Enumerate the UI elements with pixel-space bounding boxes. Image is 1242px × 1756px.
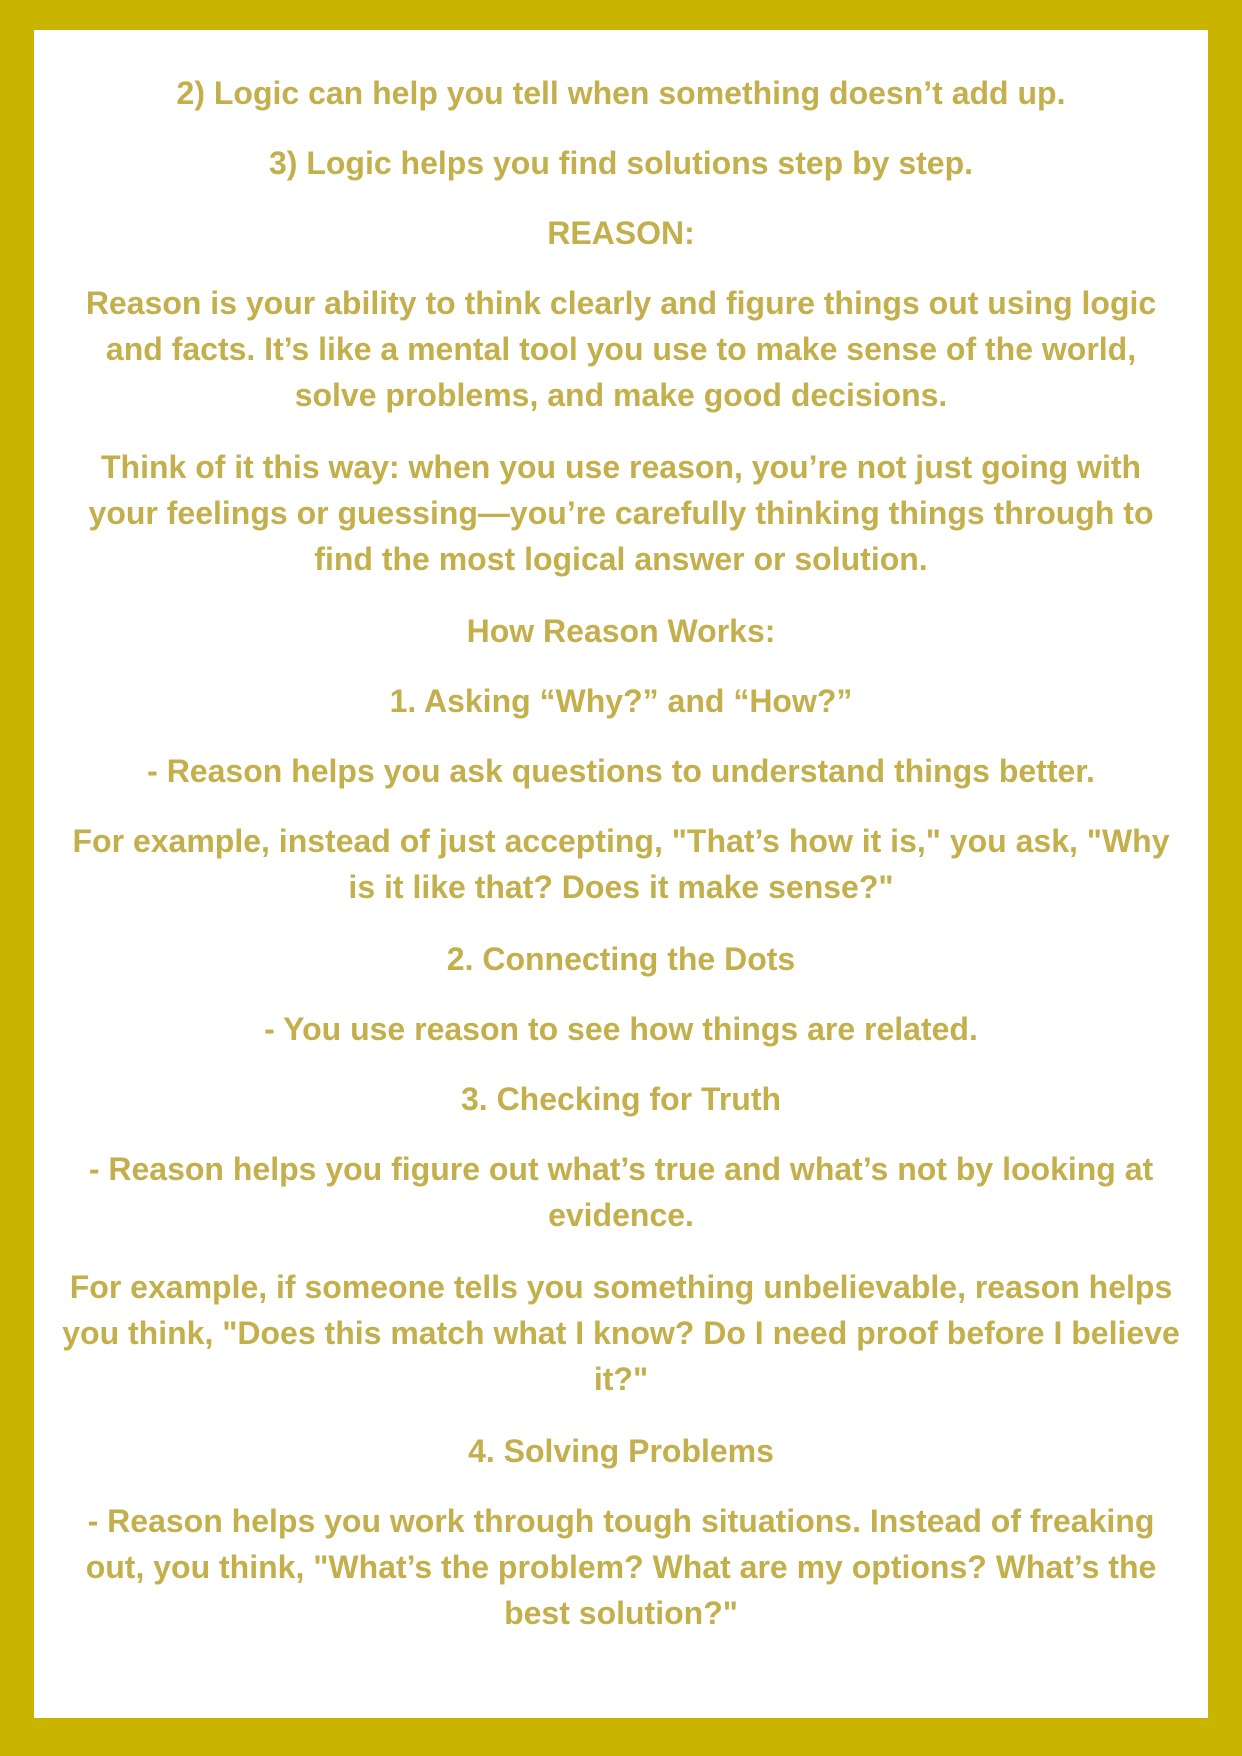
step-heading-truth: 3. Checking for Truth [460, 1081, 782, 1117]
step-heading-connecting: 2. Connecting the Dots [446, 941, 796, 977]
example-truth: For example, if someone tells you something unbelievable, reason helps you think, "Does this match what I know? Do I need proof before I believe it?" [62, 1269, 1180, 1397]
paragraph-reason-definition: Reason is your ability to think clearly and figure things out using logic and facts. It’s like a mental tool you use to make sense of the world, solve problems, and make good decisions. [85, 285, 1157, 413]
step-heading-asking: 1. Asking “Why?” and “How?” [389, 683, 853, 719]
paragraph-think-of-it: Think of it this way: when you use reason, you’re not just going with your feelings or guessing—you’re carefully thinking things through to find the most logical answer or solution. [88, 449, 1154, 577]
step-heading-solving: 4. Solving Problems [468, 1433, 774, 1469]
step-text-connecting: - You use reason to see how things are related. [264, 1011, 978, 1047]
paragraph-logic-point-2: 2) Logic can help you tell when something doesn’t add up. [176, 75, 1066, 111]
step-text-asking: - Reason helps you ask questions to understand things better. [147, 753, 1095, 789]
section-heading-reason: REASON: [547, 215, 695, 251]
paragraph-logic-point-3: 3) Logic helps you find solutions step by step. [268, 145, 974, 181]
document-page [34, 30, 1208, 1718]
step-text-truth: - Reason helps you figure out what’s true and what’s not by looking at evidence. [88, 1151, 1154, 1233]
step-text-solving: - Reason helps you work through tough situations. Instead of freaking out, you think, "What’s the problem? What are my options? What’s the best solution?" [85, 1503, 1157, 1631]
example-asking: For example, instead of just accepting, "That’s how it is," you ask, "Why is it like that? Does it make sense?" [72, 823, 1170, 905]
subheading-how-reason-works: How Reason Works: [466, 613, 776, 649]
